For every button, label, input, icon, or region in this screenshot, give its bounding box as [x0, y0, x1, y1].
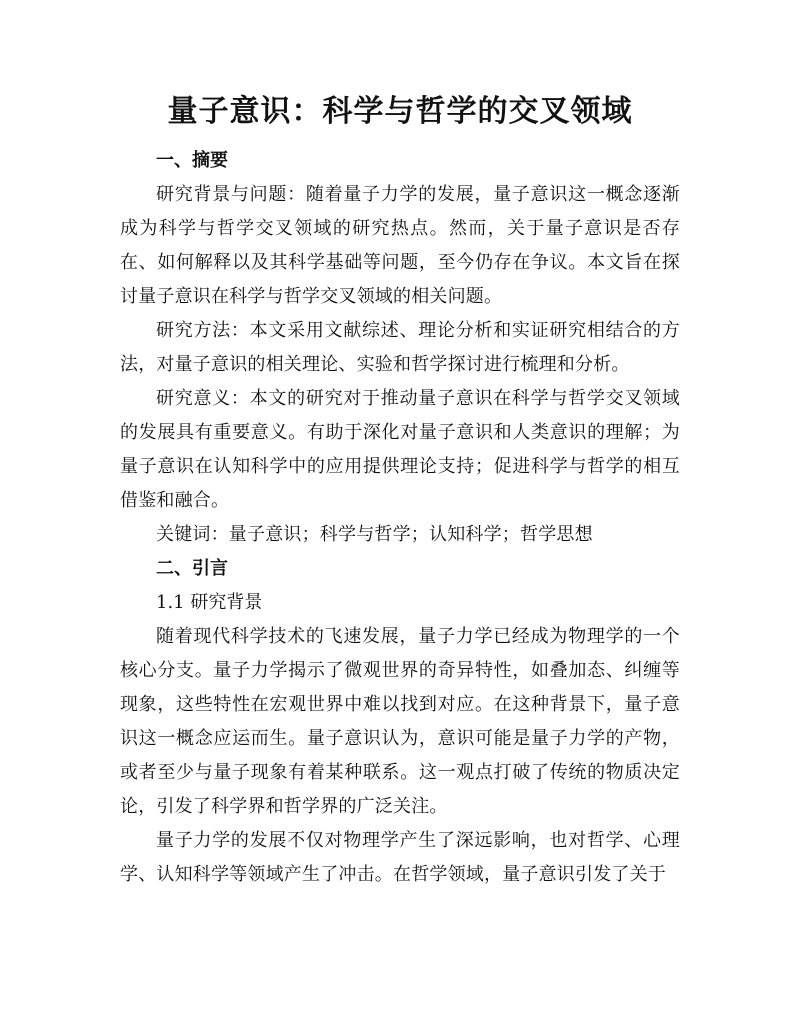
document-body — [120, 144, 680, 892]
subsection-heading-background: 1.1 研究背景 — [156, 592, 263, 613]
abstract-paragraph-significance: 研究意义：本文的研究对于推动量子意识在科学与哲学交叉领域的发展具有重要意义。有助于深化对量子意识和人类意识的理解；为量子意识在认知科学中的应用提供理论支持；促进科学与哲学的相互借鉴和融合。 — [120, 388, 680, 511]
section-heading-introduction: 二、引言 — [156, 558, 228, 579]
abstract-paragraph-method: 研究方法：本文采用文献综述、理论分析和实证研究相结合的方法，对量子意识的相关理论、实验和哲学探讨进行梳理和分析。 — [120, 320, 680, 375]
background-paragraph-2: 量子力学的发展不仅对物理学产生了深远影响，也对哲学、心理学、认知科学等领域产生了冲击。在哲学领域，量子意识引发了关于 — [120, 830, 680, 885]
keywords-line: 关键词：量子意识；科学与哲学；认知科学；哲学思想 — [156, 524, 593, 545]
abstract-paragraph-background: 研究背景与问题：随着量子力学的发展，量子意识这一概念逐渐成为科学与哲学交叉领域的研究热点。然而，关于量子意识是否存在、如何解释以及其科学基础等问题，至今仍存在争议。本文旨在探讨量子意识在科学与哲学交叉领域的相关问题。 — [120, 184, 680, 307]
section-heading-abstract: 一、摘要 — [156, 150, 228, 171]
background-paragraph-1: 随着现代科学技术的飞速发展，量子力学已经成为物理学的一个核心分支。量子力学揭示了微观世界的奇异特性，如叠加态、纠缠等现象，这些特性在宏观世界中难以找到对应。在这种背景下，量子意识这一概念应运而生。量子意识认为，意识可能是量子力学的产物，或者至少与量子现象有着某种联系。这一观点打破了传统的物质决定论，引发了科学界和哲学界的广泛关注。 — [120, 626, 680, 817]
page-title: 量子意识：科学与哲学的交叉领域 — [167, 94, 633, 129]
